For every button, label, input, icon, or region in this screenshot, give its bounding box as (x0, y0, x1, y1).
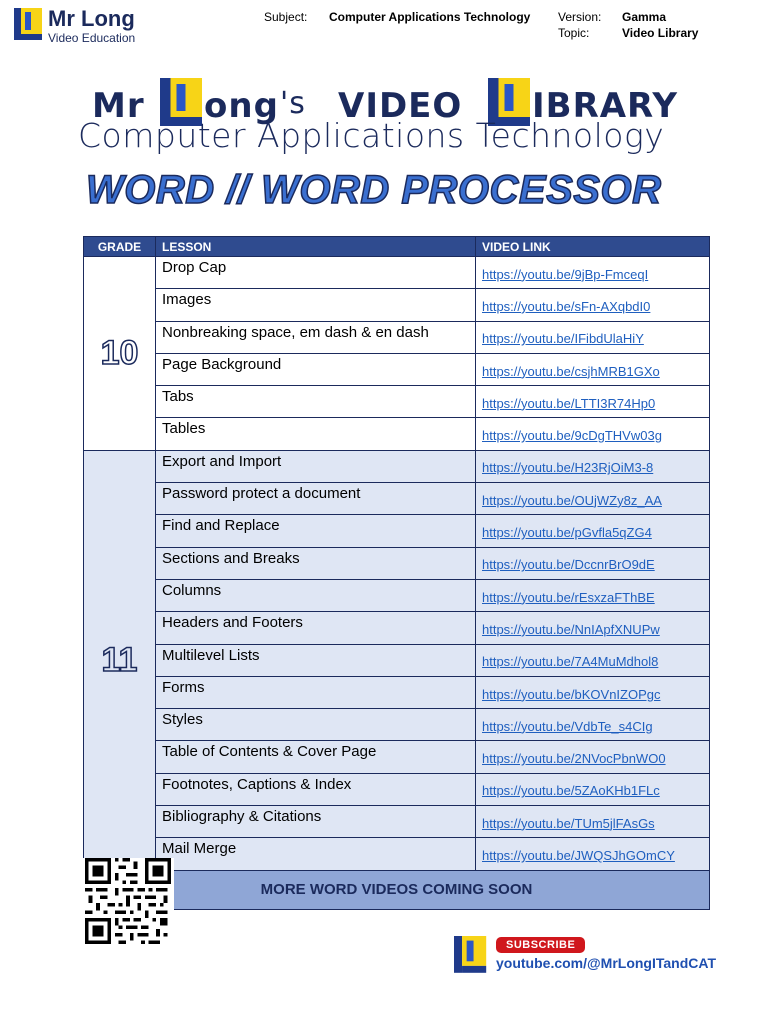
lesson-cell: Styles (156, 709, 476, 741)
table-row (84, 257, 710, 289)
lesson-cell: Footnotes, Captions & Index (156, 773, 476, 805)
table-header-row (84, 237, 710, 257)
lesson-cell: Bibliography & Citations (156, 806, 476, 838)
video-link[interactable]: https://youtu.be/9cDgTHVw03g (482, 428, 662, 444)
version-label: Version: (558, 10, 602, 24)
video-link[interactable]: https://youtu.be/H23RjOiM3-8 (482, 460, 654, 476)
qr-code-icon (82, 858, 174, 944)
table-row (84, 321, 710, 353)
table-row (84, 289, 710, 321)
table-row (84, 418, 710, 450)
table-row (84, 741, 710, 773)
video-link[interactable]: https://youtu.be/9jBp-FmceqI (482, 266, 649, 282)
lesson-cell: Sections and Breaks (156, 547, 476, 579)
table-row (84, 450, 710, 482)
grade-header: GRADE (84, 237, 156, 257)
table-row (84, 612, 710, 644)
lesson-cell: Nonbreaking space, em dash & en dash (156, 321, 476, 353)
subscribe-button[interactable]: SUBSCRIBE (496, 937, 585, 953)
table-row (84, 483, 710, 515)
video-link[interactable]: https://youtu.be/sFn-AXqbdI0 (482, 298, 651, 314)
video-link[interactable]: https://youtu.be/2NVocPbnWO0 (482, 751, 666, 767)
video-link[interactable]: https://youtu.be/5ZAoKHb1FLc (482, 783, 660, 799)
version-value: Gamma (622, 10, 667, 24)
section-title: WORD // WORD PROCESSOR (86, 168, 662, 212)
video-link[interactable]: https://youtu.be/TUm5jlFAsGs (482, 815, 655, 831)
video-link[interactable]: https://youtu.be/bKOVnIZOPgc (482, 686, 661, 702)
video-link[interactable]: https://youtu.be/7A4MuMdhol8 (482, 654, 659, 670)
video-link[interactable]: https://youtu.be/VdbTe_s4CIg (482, 718, 653, 734)
grade-10-cell: 10 (84, 257, 156, 451)
title-apostrophe-s: 's (280, 86, 306, 121)
brand-subtitle: Video Education (48, 31, 136, 45)
title-ong: ong (204, 86, 279, 126)
video-link[interactable]: https://youtu.be/NnIApfXNUPw (482, 621, 660, 637)
lesson-table (83, 236, 710, 910)
lesson-cell: Password protect a document (156, 483, 476, 515)
brand-logo (14, 8, 42, 40)
table-row (84, 709, 710, 741)
lesson-cell: Drop Cap (156, 257, 476, 289)
mr-long-logo-icon (454, 936, 486, 973)
title-video: VIDEO (338, 86, 463, 126)
video-link[interactable]: https://youtu.be/csjhMRB1GXo (482, 363, 660, 379)
table-footer-row (84, 870, 710, 909)
video-link[interactable]: https://youtu.be/DccnrBrO9dE (482, 557, 655, 573)
video-link[interactable]: https://youtu.be/rEsxzaFThBE (482, 589, 655, 605)
lesson-cell: Find and Replace (156, 515, 476, 547)
course-title: Computer Applications Technology (78, 116, 665, 155)
title-ibrary: IBRARY (532, 86, 679, 126)
lesson-cell: Multilevel Lists (156, 644, 476, 676)
table-row (84, 676, 710, 708)
lesson-cell: Table of Contents & Cover Page (156, 741, 476, 773)
youtube-channel-link[interactable]: youtube.com/@MrLongITandCAT (496, 955, 717, 971)
table-row (84, 838, 710, 870)
table-row (84, 386, 710, 418)
video-link[interactable]: https://youtu.be/JWQSJhGOmCY (482, 847, 675, 863)
coming-soon-banner: MORE WORD VIDEOS COMING SOON (84, 870, 710, 909)
video-link[interactable]: https://youtu.be/pGvfla5qZG4 (482, 525, 652, 541)
video-link[interactable]: https://youtu.be/IFibdUlaHiY (482, 331, 644, 347)
lesson-cell: Forms (156, 676, 476, 708)
table-row (84, 547, 710, 579)
subject-label: Subject: (264, 10, 308, 24)
lesson-cell: Mail Merge (156, 838, 476, 870)
lesson-cell: Images (156, 289, 476, 321)
lesson-cell: Tabs (156, 386, 476, 418)
subject-value: Computer Applications Technology (329, 10, 531, 24)
link-header: VIDEO LINK (476, 237, 710, 257)
table-row (84, 644, 710, 676)
grade-11-cell: 11 (84, 450, 156, 870)
lesson-cell: Page Background (156, 353, 476, 385)
video-link[interactable]: https://youtu.be/LTTI3R74Hp0 (482, 395, 656, 411)
table-row (84, 353, 710, 385)
table-row (84, 806, 710, 838)
lesson-table-wrapper (83, 236, 710, 910)
brand-name: Mr Long (48, 6, 135, 31)
title-mr: Mr (92, 86, 145, 126)
table-row (84, 515, 710, 547)
lesson-cell: Headers and Footers (156, 612, 476, 644)
lesson-cell: Export and Import (156, 450, 476, 482)
footer-logo (454, 936, 482, 968)
table-row (84, 773, 710, 805)
topic-value: Video Library (622, 26, 699, 40)
lesson-cell: Columns (156, 579, 476, 611)
table-row (84, 579, 710, 611)
lesson-header: LESSON (156, 237, 476, 257)
video-link[interactable]: https://youtu.be/OUjWZy8z_AA (482, 492, 662, 508)
mr-long-logo-icon (14, 8, 42, 40)
lesson-cell: Tables (156, 418, 476, 450)
topic-label: Topic: (558, 26, 590, 40)
